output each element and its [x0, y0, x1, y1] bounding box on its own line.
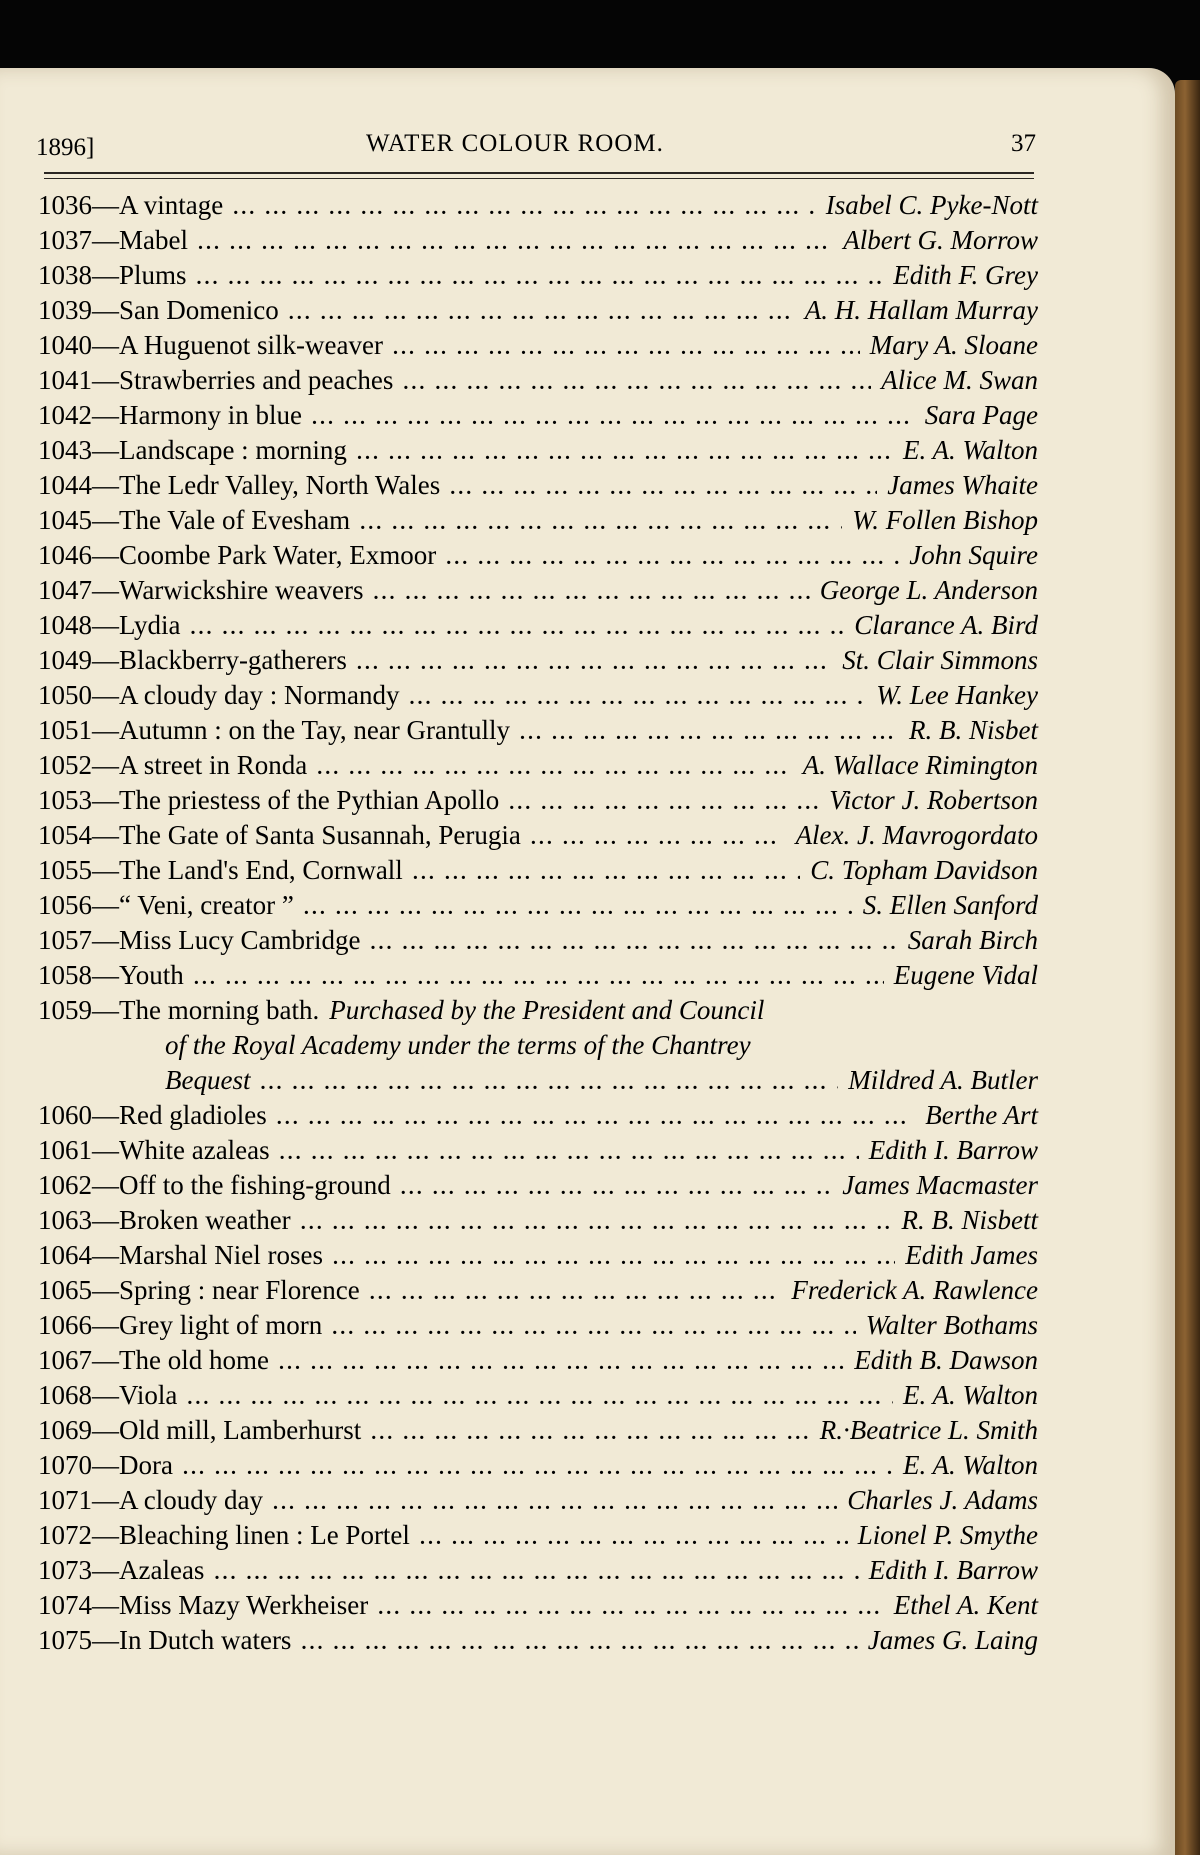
entry-title: Autumn : on the Tay, near Grantully: [119, 715, 511, 745]
leader-dots: [301, 1632, 857, 1655]
entry-artist: Walter Bothams: [865, 1310, 1038, 1340]
leader-dots: [371, 1422, 810, 1445]
catalogue-entry: [38, 750, 1038, 785]
catalogue-entry: [38, 925, 1038, 960]
entry-title: Old mill, Lamberhurst: [119, 1415, 362, 1445]
catalogue-entry: [38, 1415, 1038, 1450]
catalogue-entry: [38, 645, 1038, 680]
purchase-note-line-1: Purchased by the President and Council: [329, 995, 765, 1025]
entry-title: In Dutch waters: [119, 1625, 292, 1655]
leader-dots: [273, 1492, 837, 1515]
entry-number: 1061: [38, 1135, 92, 1165]
leader-dots: [187, 1387, 893, 1410]
entry-number: 1066: [38, 1310, 92, 1340]
entry-number: 1072: [38, 1520, 92, 1550]
leader-dots: [401, 1177, 833, 1200]
catalogue-entry: [38, 1520, 1038, 1555]
entry-dash: —: [92, 1310, 119, 1340]
entry-title: Landscape : morning: [119, 435, 347, 465]
leader-dots: [360, 512, 842, 535]
entry-artist: Edith I. Barrow: [868, 1135, 1038, 1165]
entry-title: Mabel: [119, 225, 188, 255]
entry-artist: Edith I. Barrow: [868, 1555, 1038, 1585]
entry-title: A cloudy day: [119, 1485, 263, 1515]
entry-number: 1053: [38, 785, 92, 815]
entry-artist: Sarah Birch: [907, 925, 1038, 955]
entry-artist: Mildred A. Butler: [848, 1065, 1038, 1095]
catalogue-entry: [38, 1625, 1038, 1660]
leader-dots: [183, 1457, 893, 1480]
entry-title: The Land's End, Cornwall: [119, 855, 403, 885]
entry-dash: —: [92, 190, 119, 220]
leader-dots: [420, 1527, 848, 1550]
catalogue-entry: [38, 680, 1038, 715]
leader-dots: [333, 1247, 895, 1270]
entry-artist: Mary A. Sloane: [869, 330, 1038, 360]
entry-title: Grey light of morn: [119, 1310, 323, 1340]
leader-dots: [194, 967, 884, 990]
entry-artist: Frederick A. Rawlence: [791, 1275, 1038, 1305]
header-rule: [44, 172, 1034, 174]
leader-dots: [409, 687, 866, 710]
entry-dash: —: [92, 435, 119, 465]
entry-title: Off to the fishing-ground: [119, 1170, 391, 1200]
entry-title: Marshal Niel roses: [119, 1240, 323, 1270]
entry-number: 1038: [38, 260, 92, 290]
entry-artist: A. H. Hallam Murray: [804, 295, 1038, 325]
entry-artist: John Squire: [909, 540, 1038, 570]
entry-title: The Gate of Santa Susannah, Perugia: [119, 820, 521, 850]
entry-title: Broken weather: [119, 1205, 291, 1235]
entry-dash: —: [92, 330, 119, 360]
entry-dash: —: [92, 750, 119, 780]
leader-dots: [403, 372, 871, 395]
catalogue-entry: [38, 1275, 1038, 1310]
entry-number: 1074: [38, 1590, 92, 1620]
catalogue-entry: [38, 575, 1038, 610]
entry-number: 1069: [38, 1415, 92, 1445]
entry-number: 1039: [38, 295, 92, 325]
entry-artist: Berthe Art: [925, 1100, 1038, 1130]
page-header: [36, 130, 1036, 170]
catalogue-entry: [38, 190, 1038, 225]
entry-title: Warwickshire weavers: [119, 575, 364, 605]
entry-title: Harmony in blue: [119, 400, 302, 430]
entry-title: The old home: [119, 1345, 269, 1375]
entry-number: 1049: [38, 645, 92, 675]
entry-title: The priestess of the Pythian Apollo: [119, 785, 500, 815]
entry-title: Viola: [119, 1380, 178, 1410]
leader-dots: [393, 337, 860, 360]
entry-dash: —: [92, 925, 119, 955]
purchase-note-line-2: of the Royal Academy under the terms of the Chantrey: [165, 1030, 751, 1060]
entry-artist: Sara Page: [924, 400, 1038, 430]
entry-dash: —: [92, 1345, 119, 1375]
entry-number: 1043: [38, 435, 92, 465]
entry-artist: Lionel P. Smythe: [857, 1520, 1038, 1550]
leader-dots: [191, 617, 845, 640]
entry-dash: —: [92, 1415, 119, 1445]
entry-title: Coombe Park Water, Exmoor: [119, 540, 437, 570]
leader-dots: [277, 1107, 916, 1130]
entry-title: “ Veni, creator ”: [119, 890, 294, 920]
entry-title: Bleaching linen : Le Portel: [119, 1520, 410, 1550]
entry-number: 1042: [38, 400, 92, 430]
leader-dots: [413, 862, 800, 885]
entry-title: The morning bath.: [119, 995, 320, 1025]
catalogue-entry: [38, 820, 1038, 855]
entry-artist: E. A. Walton: [902, 1450, 1038, 1480]
entry-artist: W. Lee Hankey: [876, 680, 1038, 710]
entry-number: 1059: [38, 995, 92, 1025]
leader-dots: [312, 407, 915, 430]
catalogue-entry: [38, 715, 1038, 750]
entry-dash: —: [92, 610, 119, 640]
purchase-note-bequest: [38, 1065, 1038, 1100]
entry-artist: Ethel A. Kent: [893, 1590, 1038, 1620]
leader-dots: [378, 1597, 883, 1620]
entry-number: 1057: [38, 925, 92, 955]
entry-dash: —: [92, 1205, 119, 1235]
entry-dash: —: [92, 225, 119, 255]
entry-dash: —: [92, 1555, 119, 1585]
leader-dots: [520, 722, 899, 745]
entry-title: Red gladioles: [119, 1100, 267, 1130]
entry-number: 1054: [38, 820, 92, 850]
entry-artist: A. Wallace Rimington: [802, 750, 1038, 780]
entry-dash: —: [92, 785, 119, 815]
catalogue-entry: [38, 470, 1038, 505]
leader-dots: [198, 232, 833, 255]
catalogue-list: [38, 190, 1038, 1660]
entry-artist: St. Clair Simmons: [842, 645, 1038, 675]
entry-dash: —: [92, 1520, 119, 1550]
entry-number: 1058: [38, 960, 92, 990]
entry-title: Blackberry-gatherers: [119, 645, 347, 675]
entry-dash: —: [92, 1170, 119, 1200]
entry-number: 1075: [38, 1625, 92, 1655]
leader-dots: [317, 757, 793, 780]
entry-artist: W. Follen Bishop: [852, 505, 1038, 535]
entry-number: 1062: [38, 1170, 92, 1200]
entry-dash: —: [92, 1625, 119, 1655]
entry-number: 1065: [38, 1275, 92, 1305]
entry-number: 1046: [38, 540, 92, 570]
catalogue-entry-1059: [38, 995, 1038, 1030]
entry-dash: —: [92, 505, 119, 535]
entry-artist: George L. Anderson: [819, 575, 1038, 605]
entry-number: 1048: [38, 610, 92, 640]
entry-number: 1068: [38, 1380, 92, 1410]
catalogue-entry: [38, 225, 1038, 260]
catalogue-entry: [38, 1240, 1038, 1275]
entry-artist: James Whaite: [887, 470, 1038, 500]
entry-number: 1044: [38, 470, 92, 500]
entry-number: 1040: [38, 330, 92, 360]
catalogue-entry: [38, 1135, 1038, 1170]
entry-artist: R. B. Nisbet: [909, 715, 1038, 745]
entry-dash: —: [92, 680, 119, 710]
entry-artist: C. Topham Davidson: [810, 855, 1038, 885]
entry-artist: S. Ellen Sanford: [862, 890, 1038, 920]
catalogue-entry: [38, 855, 1038, 890]
entry-number: 1073: [38, 1555, 92, 1585]
entry-dash: —: [92, 820, 119, 850]
entry-number: 1060: [38, 1100, 92, 1130]
entry-dash: —: [92, 540, 119, 570]
header-room-title: WATER COLOUR ROOM.: [366, 130, 664, 157]
entry-dash: —: [92, 1100, 119, 1130]
entry-dash: —: [92, 365, 119, 395]
catalogue-entry: [38, 1485, 1038, 1520]
entry-title: A street in Ronda: [119, 750, 308, 780]
catalogue-entry: [38, 260, 1038, 295]
catalogue-entry: [38, 1590, 1038, 1625]
catalogue-entry: [38, 1380, 1038, 1415]
entry-number: 1071: [38, 1485, 92, 1515]
leader-dots: [509, 792, 819, 815]
catalogue-entry: [38, 1345, 1038, 1380]
catalogue-entry: [38, 960, 1038, 995]
entry-artist: Alex. J. Mavrogordato: [795, 820, 1038, 850]
entry-artist: Alice M. Swan: [881, 365, 1038, 395]
entry-dash: —: [92, 260, 119, 290]
entry-title: Spring : near Florence: [119, 1275, 360, 1305]
header-rule-thin: [44, 178, 1034, 179]
entry-number: 1047: [38, 575, 92, 605]
leader-dots: [373, 582, 809, 605]
header-page-number: 37: [1011, 130, 1036, 157]
leader-dots: [289, 302, 795, 325]
entry-artist: James Macmaster: [842, 1170, 1038, 1200]
catalogue-entry: [38, 1205, 1038, 1240]
entry-number: 1036: [38, 190, 92, 220]
entry-dash: —: [92, 400, 119, 430]
entry-title: Lydia: [119, 610, 181, 640]
entry-artist: Edith F. Grey: [893, 260, 1038, 290]
entry-title: San Domenico: [119, 295, 279, 325]
entry-title: The Vale of Evesham: [119, 505, 351, 535]
catalogue-entry: [38, 610, 1038, 645]
entry-dash: —: [92, 470, 119, 500]
entry-artist: Eugene Vidal: [893, 960, 1038, 990]
entry-number: 1070: [38, 1450, 92, 1480]
entry-artist: Isabel C. Pyke-Nott: [825, 190, 1038, 220]
entry-dash: —: [92, 1450, 119, 1480]
catalogue-entry: [38, 1555, 1038, 1590]
entry-number: 1055: [38, 855, 92, 885]
entry-artist: E. A. Walton: [902, 435, 1038, 465]
entry-number: 1050: [38, 680, 92, 710]
leader-dots: [370, 1282, 782, 1305]
entry-dash: —: [92, 715, 119, 745]
entry-title: Miss Mazy Werkheiser: [119, 1590, 369, 1620]
catalogue-entry: [38, 330, 1038, 365]
entry-title: White azaleas: [119, 1135, 270, 1165]
entry-title: A Huguenot silk-weaver: [119, 330, 383, 360]
entry-artist: E. A. Walton: [902, 1380, 1038, 1410]
entry-artist: Edith B. Dawson: [854, 1345, 1038, 1375]
leader-dots: [304, 897, 853, 920]
entry-dash: —: [92, 1590, 119, 1620]
entry-artist: Albert G. Morrow: [843, 225, 1038, 255]
leader-dots: [370, 932, 897, 955]
leader-dots: [357, 652, 832, 675]
entry-dash: —: [92, 855, 119, 885]
purchase-note-continuation: [38, 1030, 1038, 1065]
catalogue-entry: [38, 1170, 1038, 1205]
entry-artist: Charles J. Adams: [847, 1485, 1038, 1515]
leader-dots: [260, 1072, 838, 1095]
leader-dots: [279, 1352, 844, 1375]
entry-number: 1056: [38, 890, 92, 920]
entry-number: 1037: [38, 225, 92, 255]
entry-dash: —: [92, 1240, 119, 1270]
leader-dots: [214, 1562, 858, 1585]
entry-dash: —: [92, 575, 119, 605]
entry-dash: —: [92, 1485, 119, 1515]
entry-dash: —: [92, 995, 119, 1025]
purchase-note-line-3: Bequest: [165, 1065, 251, 1095]
entry-dash: —: [92, 1135, 119, 1165]
entry-artist: R. B. Nisbett: [901, 1205, 1038, 1235]
entry-number: 1063: [38, 1205, 92, 1235]
entry-number: 1064: [38, 1240, 92, 1270]
entry-title: Plums: [119, 260, 187, 290]
entry-number: 1051: [38, 715, 92, 745]
entry-dash: —: [92, 960, 119, 990]
entry-title: Miss Lucy Cambridge: [119, 925, 361, 955]
leader-dots: [280, 1142, 859, 1165]
catalogue-entry: [38, 400, 1038, 435]
entry-dash: —: [92, 1380, 119, 1410]
catalogue-entry: [38, 505, 1038, 540]
entry-dash: —: [92, 890, 119, 920]
entry-title: Youth: [119, 960, 184, 990]
leader-dots: [531, 827, 786, 850]
entry-title: Strawberries and peaches: [119, 365, 394, 395]
entry-dash: —: [92, 645, 119, 675]
entry-artist: Clarance A. Bird: [854, 610, 1038, 640]
catalogue-entry: [38, 1310, 1038, 1345]
entry-number: 1041: [38, 365, 92, 395]
leader-dots: [197, 267, 884, 290]
entry-number: 1052: [38, 750, 92, 780]
entry-title: A vintage: [119, 190, 224, 220]
leader-dots: [233, 197, 816, 220]
catalogue-entry: [38, 890, 1038, 925]
catalogue-entry: [38, 785, 1038, 820]
entry-number: 1067: [38, 1345, 92, 1375]
entry-dash: —: [92, 1275, 119, 1305]
entry-artist: James G. Laing: [867, 1625, 1038, 1655]
catalogue-entry: [38, 1450, 1038, 1485]
catalogue-entry: [38, 540, 1038, 575]
entry-number: 1045: [38, 505, 92, 535]
entry-title: Azaleas: [119, 1555, 205, 1585]
book-binding-edge: [1175, 80, 1200, 1855]
catalogue-entry: [38, 1100, 1038, 1135]
leader-dots: [301, 1212, 892, 1235]
entry-dash: —: [92, 295, 119, 325]
catalogue-entry: [38, 295, 1038, 330]
leader-dots: [332, 1317, 856, 1340]
catalogue-entry: [38, 365, 1038, 400]
entry-artist: R.·Beatrice L. Smith: [819, 1415, 1038, 1445]
entry-title: The Ledr Valley, North Wales: [119, 470, 441, 500]
catalogue-entry: [38, 435, 1038, 470]
leader-dots: [357, 442, 893, 465]
entry-title: A cloudy day : Normandy: [119, 680, 400, 710]
entry-artist: Edith James: [905, 1240, 1038, 1270]
header-year: 1896]: [36, 134, 95, 161]
entry-artist: Victor J. Robertson: [829, 785, 1038, 815]
leader-dots: [450, 477, 877, 500]
entry-title: Dora: [119, 1450, 173, 1480]
leader-dots: [446, 547, 899, 570]
